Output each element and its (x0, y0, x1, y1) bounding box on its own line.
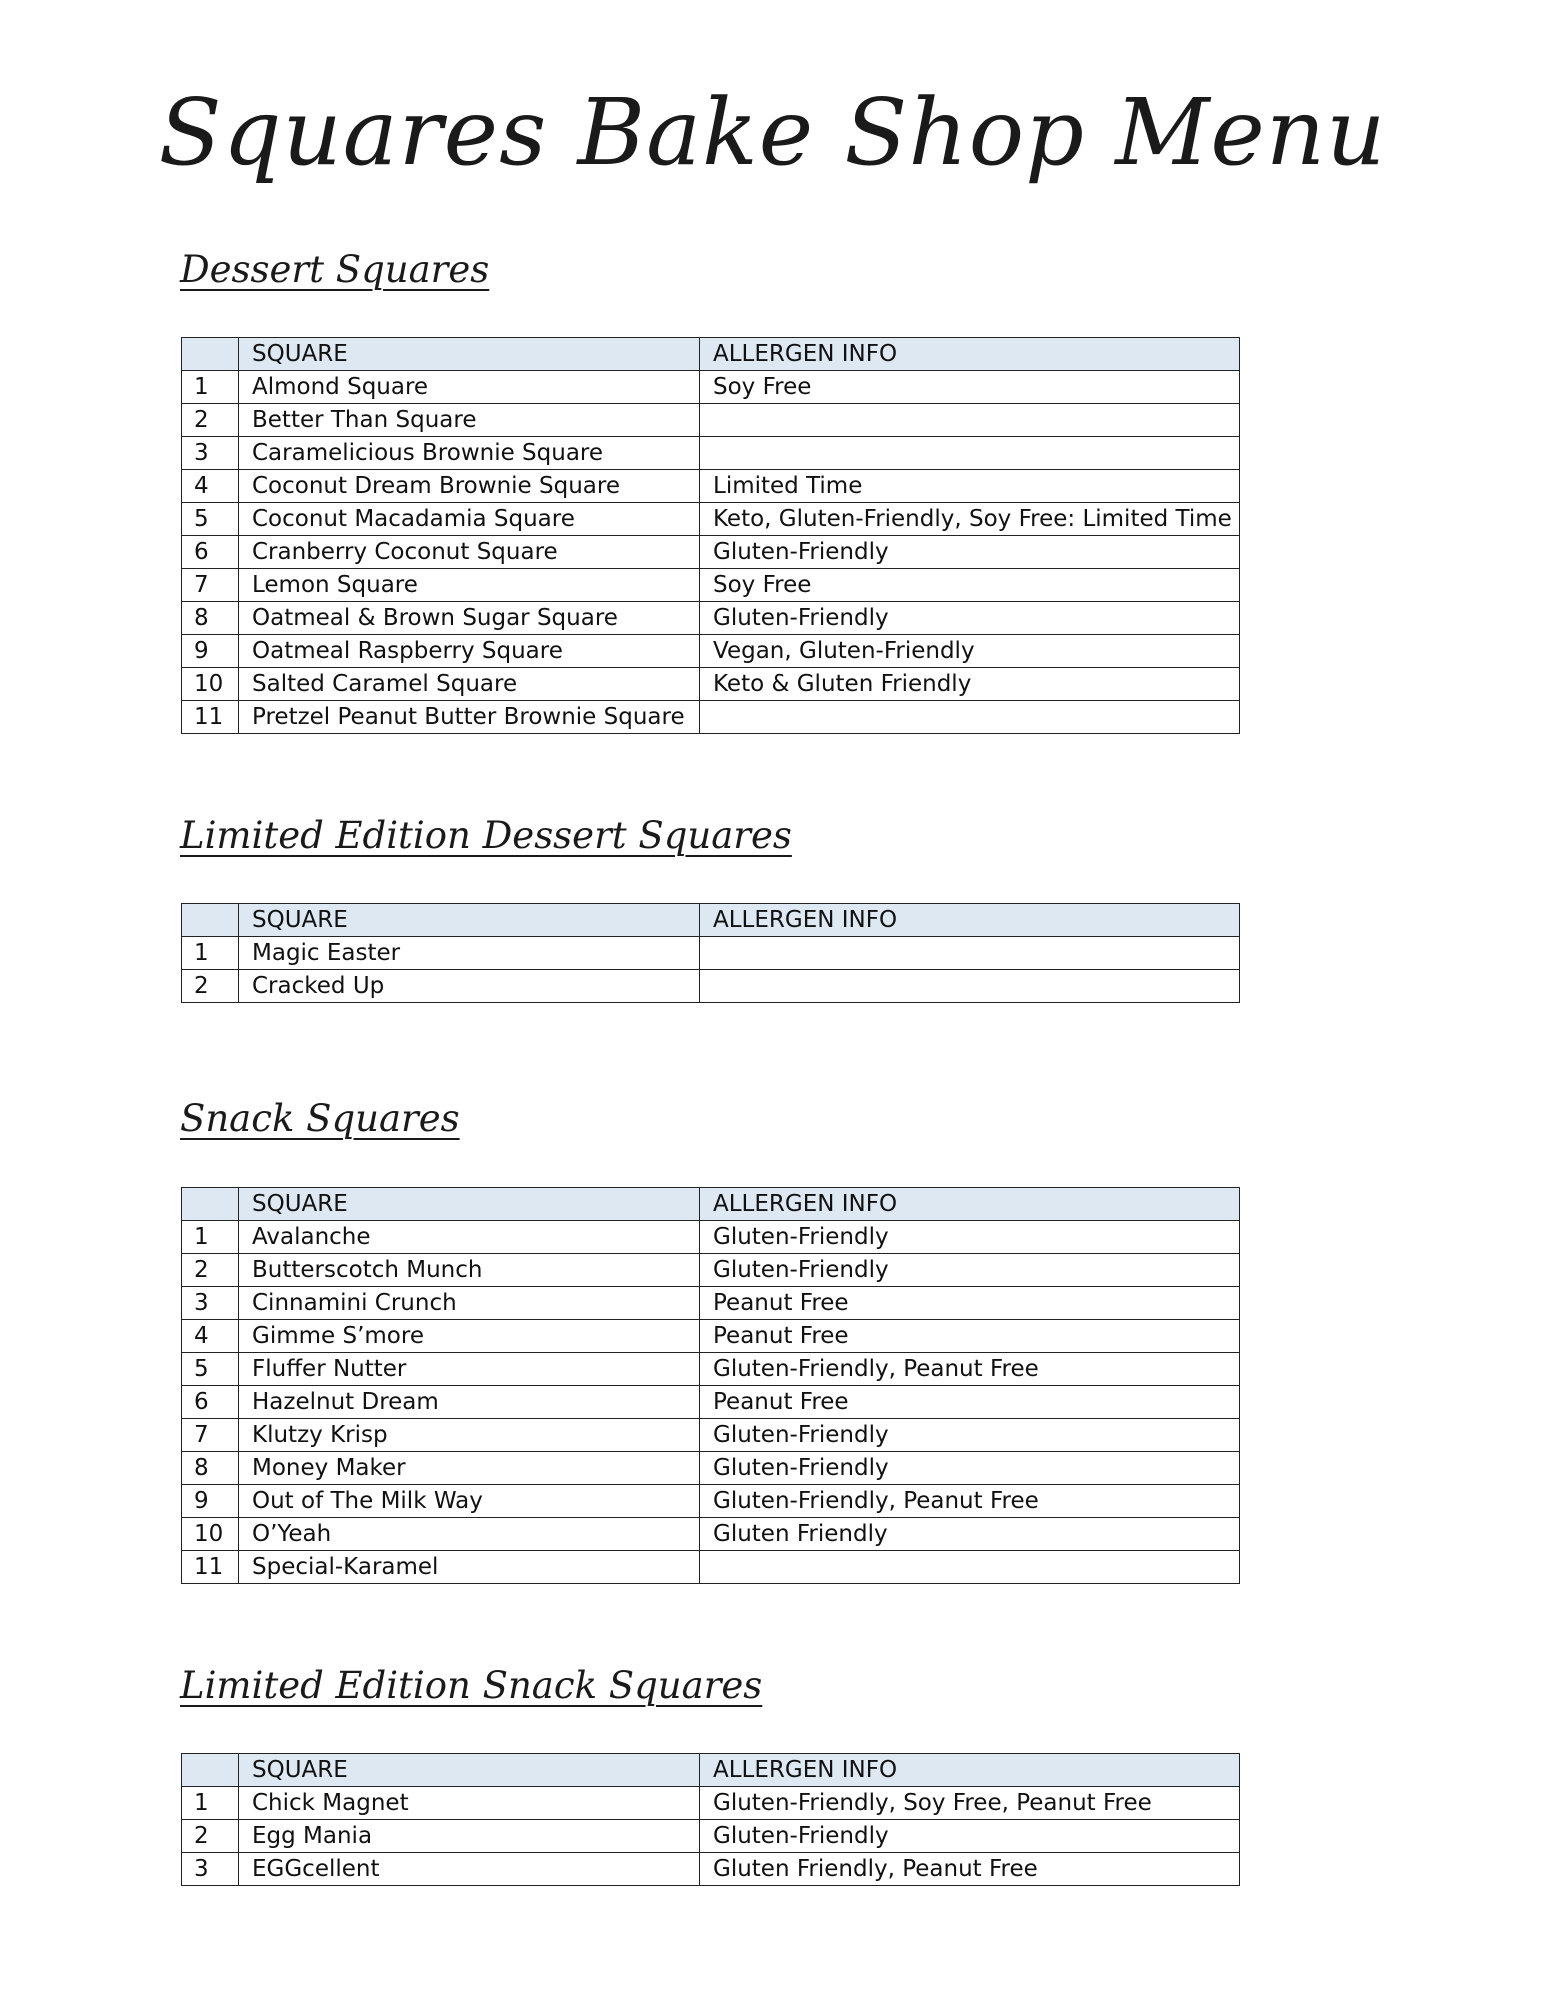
row-number: 3 (182, 437, 239, 470)
column-header-number (182, 1188, 239, 1221)
table-row (182, 404, 1240, 437)
table-row (182, 701, 1240, 734)
column-header-number (182, 1754, 239, 1787)
square-name: Out of The Milk Way (239, 1485, 700, 1518)
allergen-info: Gluten-Friendly (700, 1820, 1240, 1853)
square-name: Pretzel Peanut Butter Brownie Square (239, 701, 700, 734)
table-row (182, 1853, 1240, 1886)
column-header-allergen-info: ALLERGEN INFO (700, 1188, 1240, 1221)
square-name: Special-Karamel (239, 1551, 700, 1584)
row-number: 8 (182, 1452, 239, 1485)
section-heading-snack-squares: Snack Squares (180, 1097, 460, 1140)
row-number: 7 (182, 569, 239, 602)
allergen-info (700, 437, 1240, 470)
column-header-allergen-info: ALLERGEN INFO (700, 1754, 1240, 1787)
square-name: EGGcellent (239, 1853, 700, 1886)
row-number: 2 (182, 404, 239, 437)
square-name: Fluffer Nutter (239, 1353, 700, 1386)
row-number: 2 (182, 1254, 239, 1287)
allergen-info: Gluten-Friendly (700, 1452, 1240, 1485)
table-row (182, 536, 1240, 569)
allergen-info: Gluten Friendly, Peanut Free (700, 1853, 1240, 1886)
dessert-squares-table (181, 337, 1240, 734)
table-row (182, 470, 1240, 503)
column-header-square: SQUARE (239, 1188, 700, 1221)
allergen-info: Keto & Gluten Friendly (700, 668, 1240, 701)
allergen-info: Gluten-Friendly (700, 1221, 1240, 1254)
square-name: Coconut Macadamia Square (239, 503, 700, 536)
allergen-info: Gluten-Friendly, Peanut Free (700, 1485, 1240, 1518)
square-name: Money Maker (239, 1452, 700, 1485)
table-row (182, 970, 1240, 1003)
square-name: Cinnamini Crunch (239, 1287, 700, 1320)
square-name: Hazelnut Dream (239, 1386, 700, 1419)
allergen-info: Limited Time (700, 470, 1240, 503)
column-header-square: SQUARE (239, 338, 700, 371)
row-number: 9 (182, 1485, 239, 1518)
row-number: 10 (182, 1518, 239, 1551)
table-row (182, 1820, 1240, 1853)
square-name: Better Than Square (239, 404, 700, 437)
column-header-square: SQUARE (239, 1754, 700, 1787)
table-row (182, 569, 1240, 602)
row-number: 4 (182, 1320, 239, 1353)
table-row (182, 1221, 1240, 1254)
square-name: Oatmeal & Brown Sugar Square (239, 602, 700, 635)
limited-edition-dessert-squares-table (181, 903, 1240, 1003)
row-number: 1 (182, 371, 239, 404)
row-number: 2 (182, 970, 239, 1003)
square-name: Chick Magnet (239, 1787, 700, 1820)
allergen-info: Gluten-Friendly (700, 1419, 1240, 1452)
table-row (182, 668, 1240, 701)
table-header-row (182, 904, 1240, 937)
table-header-row (182, 1188, 1240, 1221)
row-number: 4 (182, 470, 239, 503)
square-name: Egg Mania (239, 1820, 700, 1853)
allergen-info: Keto, Gluten-Friendly, Soy Free: Limited Time (700, 503, 1240, 536)
row-number: 1 (182, 1787, 239, 1820)
square-name: Cracked Up (239, 970, 700, 1003)
allergen-info: Gluten-Friendly (700, 602, 1240, 635)
table-row (182, 1254, 1240, 1287)
table-row (182, 503, 1240, 536)
row-number: 10 (182, 668, 239, 701)
column-header-number (182, 338, 239, 371)
table-row (182, 937, 1240, 970)
table-row (182, 1386, 1240, 1419)
row-number: 11 (182, 1551, 239, 1584)
limited-edition-snack-squares-table (181, 1753, 1240, 1886)
square-name: O’Yeah (239, 1518, 700, 1551)
square-name: Magic Easter (239, 937, 700, 970)
table-row (182, 1452, 1240, 1485)
row-number: 11 (182, 701, 239, 734)
square-name: Lemon Square (239, 569, 700, 602)
allergen-info: Gluten Friendly (700, 1518, 1240, 1551)
row-number: 3 (182, 1287, 239, 1320)
table-row (182, 635, 1240, 668)
allergen-info: Vegan, Gluten-Friendly (700, 635, 1240, 668)
page-title: Squares Bake Shop Menu (158, 79, 1387, 186)
allergen-info (700, 937, 1240, 970)
column-header-square: SQUARE (239, 904, 700, 937)
square-name: Coconut Dream Brownie Square (239, 470, 700, 503)
section-heading-limited-edition-dessert-squares: Limited Edition Dessert Squares (180, 814, 792, 857)
row-number: 7 (182, 1419, 239, 1452)
snack-squares-table (181, 1187, 1240, 1584)
row-number: 1 (182, 1221, 239, 1254)
row-number: 1 (182, 937, 239, 970)
allergen-info (700, 701, 1240, 734)
allergen-info (700, 970, 1240, 1003)
row-number: 6 (182, 536, 239, 569)
table-header-row (182, 338, 1240, 371)
allergen-info: Gluten-Friendly (700, 1254, 1240, 1287)
square-name: Gimme S’more (239, 1320, 700, 1353)
table-row (182, 1518, 1240, 1551)
table-row (182, 371, 1240, 404)
allergen-info: Peanut Free (700, 1320, 1240, 1353)
allergen-info: Gluten-Friendly, Peanut Free (700, 1353, 1240, 1386)
row-number: 8 (182, 602, 239, 635)
allergen-info: Gluten-Friendly, Soy Free, Peanut Free (700, 1787, 1240, 1820)
square-name: Klutzy Krisp (239, 1419, 700, 1452)
table-row (182, 1287, 1240, 1320)
row-number: 2 (182, 1820, 239, 1853)
section-heading-dessert-squares: Dessert Squares (180, 248, 490, 291)
row-number: 3 (182, 1853, 239, 1886)
allergen-info (700, 1551, 1240, 1584)
allergen-info: Peanut Free (700, 1386, 1240, 1419)
square-name: Avalanche (239, 1221, 700, 1254)
row-number: 5 (182, 1353, 239, 1386)
table-row (182, 1787, 1240, 1820)
row-number: 9 (182, 635, 239, 668)
table-row (182, 1551, 1240, 1584)
square-name: Almond Square (239, 371, 700, 404)
table-row (182, 1353, 1240, 1386)
table-row (182, 1419, 1240, 1452)
column-header-number (182, 904, 239, 937)
column-header-allergen-info: ALLERGEN INFO (700, 338, 1240, 371)
allergen-info: Soy Free (700, 569, 1240, 602)
allergen-info: Gluten-Friendly (700, 536, 1240, 569)
allergen-info (700, 404, 1240, 437)
allergen-info: Soy Free (700, 371, 1240, 404)
square-name: Caramelicious Brownie Square (239, 437, 700, 470)
square-name: Butterscotch Munch (239, 1254, 700, 1287)
square-name: Cranberry Coconut Square (239, 536, 700, 569)
row-number: 5 (182, 503, 239, 536)
section-heading-limited-edition-snack-squares: Limited Edition Snack Squares (180, 1664, 763, 1707)
table-header-row (182, 1754, 1240, 1787)
table-row (182, 437, 1240, 470)
allergen-info: Peanut Free (700, 1287, 1240, 1320)
column-header-allergen-info: ALLERGEN INFO (700, 904, 1240, 937)
square-name: Oatmeal Raspberry Square (239, 635, 700, 668)
table-row (182, 1485, 1240, 1518)
table-row (182, 1320, 1240, 1353)
table-row (182, 602, 1240, 635)
row-number: 6 (182, 1386, 239, 1419)
square-name: Salted Caramel Square (239, 668, 700, 701)
